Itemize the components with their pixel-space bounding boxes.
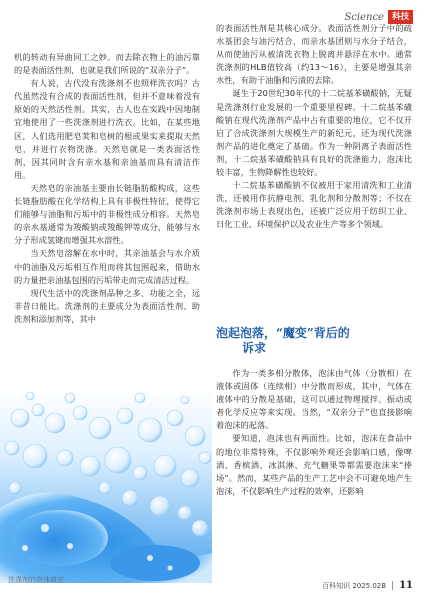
paragraph: 十二烷基苯磺酸钠不仅被用于家用清洗和工业清洗，还被用作抗静电剂、乳化剂和分散剂等；不仅在洗涤剂市场上表现出色，还被广泛应用于纺织工业、日化工业、环境保护以及农业生产等多个领域。 xyxy=(216,180,412,230)
paragraph: 有人说，古代没有洗涤剂不也照样洗衣吗？古代虽然没有合成的表面活性剂，但并不意味着没有原始的天然活性剂。其实，古人也在实践中因地制宜地使用了一些洗涤剂进行洗衣。比如，在某些地区，人们选用肥皂荚和皂树的根或果实来提取天然皂，并进行衣物洗涤。天然皂就是一类表面活性剂，因其同时含有亲水基和亲油基而具有清洁作用。 xyxy=(14,78,200,180)
photo-caption: 洗涤剂的泡沫效应 xyxy=(8,576,64,584)
right-column-lower xyxy=(216,367,412,498)
paragraph: 要知道，泡沫也有两面性。比如，泡沫在食品中的地位非常特殊，不仅影响外观还会影响口感，像啤酒、香槟酒、冰淇淋、充气糖果等都需要泡沫来“捧场”。然而，某些产品的生产工艺中会不可避免地产生泡沫，不仅影响生产过程的效率，还影响 xyxy=(216,433,412,496)
paragraph: 当天然皂溶解在水中时，其亲油基会与水介质中的油脂及污垢相互作用而将其包围起来，借助水的力量把亲油基包围的污垢带走而完成清洁过程。 xyxy=(14,248,200,285)
paragraph: 现代生活中的洗涤剂品种之多、功能之全，远非昔日能比。洗涤剂的主要成分为表面活性剂、助洗剂和添加剂等，其中 xyxy=(14,287,200,324)
foam-photo xyxy=(0,388,212,583)
paragraph: 作为一类多相分散体，泡沫由气体（分散相）在液体或固体（连续相）中分散而形成，其中，气体在液体中的分散是基础，这可以通过物理搅拌、振动或者化学反应等来实现。当然，“双亲分子”也直接影响着泡沫的起落。 xyxy=(216,368,412,431)
section-heading xyxy=(216,326,412,356)
page-number: 11 xyxy=(399,580,413,591)
publication-info: 百科知识 2025.02B xyxy=(322,581,387,590)
footer-divider xyxy=(392,581,393,590)
paragraph: 机的转动有异曲同工之妙。而去除衣物上的油污靠的是表面活性剂，也就是我们所说的“双亲分子”。 xyxy=(14,52,200,76)
page-footer xyxy=(322,580,413,591)
right-column xyxy=(216,22,412,232)
left-column xyxy=(14,51,200,326)
paragraph: 天然皂的亲油基主要由长链脂肪酸构成，这些长链脂肪酸在化学结构上具有非极性特征，使得它们能够与油脂和污垢中的非极性成分相容。天然皂的亲水基通常为羧酸钠或羧酸钾等成分，能够与水分子形成氢键而增强其水溶性。 xyxy=(14,182,200,246)
paragraph: 诞生于20世纪30年代的十二烷基苯磺酸钠，无疑是洗涤剂行业发展的一个重要里程碑。十二烷基苯磺酸钠在现代洗涤剂产品中占有重要的地位，它不仅开启了合成洗涤剂大规模生产的新纪元，还为现代洗涤剂产品的进化奠定了基础。作为一种阴离子表面活性剂，十二烷基苯磺酸钠具有良好的洗涤能力，泡沫比较丰富，生物降解性也较好。 xyxy=(216,88,412,178)
heading-line-1: 泡起泡落，“魔变”背后的 xyxy=(216,326,350,340)
section-tag: 科技 xyxy=(388,10,413,24)
heading-line-2: 诉求 xyxy=(242,341,267,355)
section-title-en: Science xyxy=(344,11,384,23)
paragraph: 的表面活性剂是其核心成分。表面活性剂分子中的疏水基团会与油污结合，而亲水基团则与水分子结合，从而使油污从被清洗衣物上脱离并悬浮在水中。通常洗涤剂的HLB值较高（约13～16），主要是增强其亲水性，有助于油脂和污渍的去除。 xyxy=(216,23,412,86)
